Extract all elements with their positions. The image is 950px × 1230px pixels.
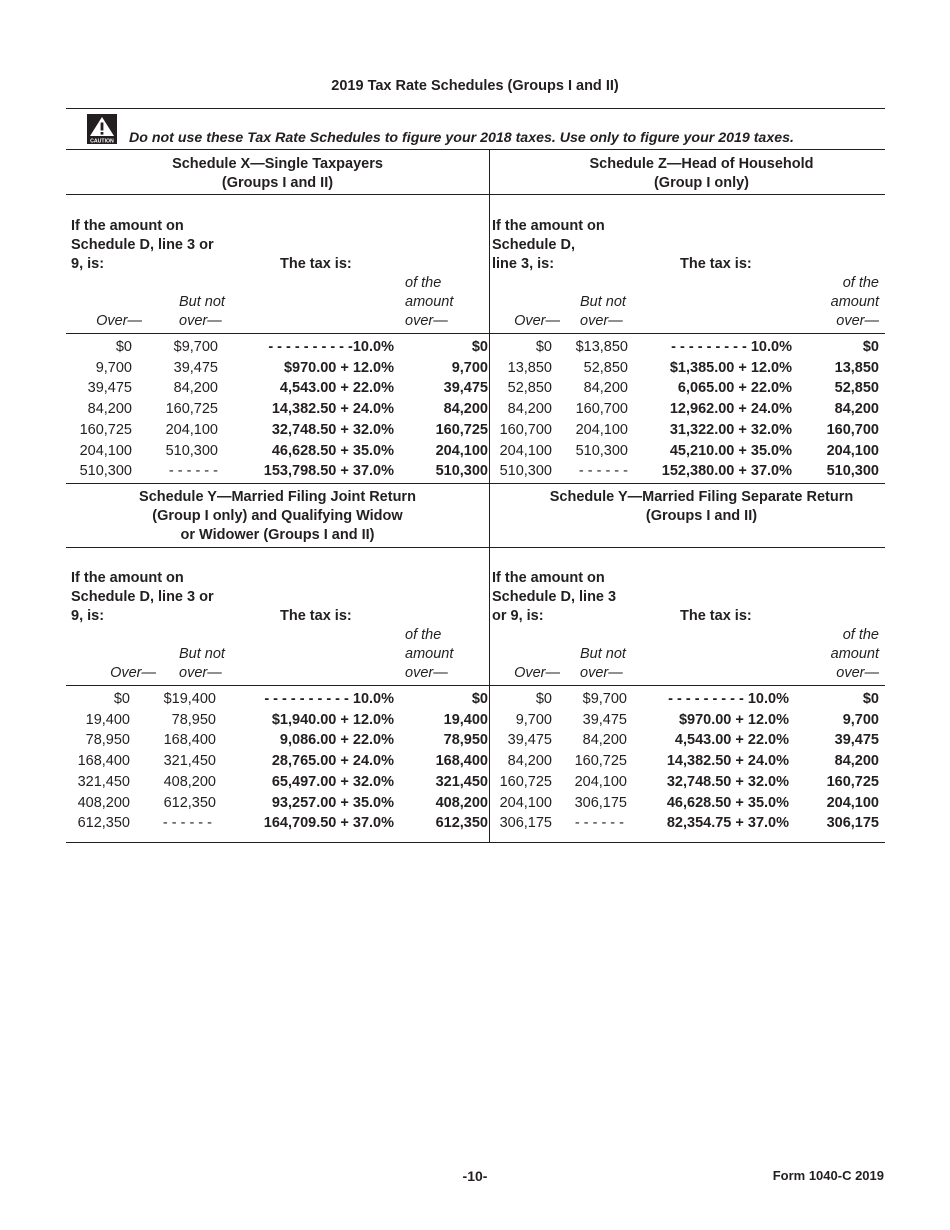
table-cell: 204,100 — [826, 794, 879, 811]
table-row — [66, 710, 885, 730]
table-cell: 39,475 — [582, 711, 627, 728]
table-cell: 14,382.50 + 24.0% — [666, 753, 789, 770]
table-row — [66, 420, 885, 440]
table-cell: 46,628.50 + 35.0% — [271, 442, 394, 459]
table-cell: $0 — [115, 339, 132, 355]
table-cell: 9,700 — [95, 359, 132, 376]
schedule-y-joint-title: Schedule Y—Married Filing Joint Return (Group I only) and Qualifying Widow or Widower (Groups I and II) — [139, 489, 416, 543]
table-row — [66, 461, 885, 481]
table-cell: 168,400 — [435, 753, 488, 770]
table-cell: 612,350 — [77, 815, 130, 832]
table-cell: 31,322.00 + 32.0% — [669, 421, 792, 438]
table-cell: - - - - - - - - - 10.0% — [671, 339, 792, 355]
col-but-not-label: But not over— — [580, 646, 626, 681]
table-cell: 12,962.00 + 24.0% — [669, 401, 792, 418]
table-cell: 168,400 — [163, 732, 216, 749]
table-cell: 160,725 — [165, 401, 218, 418]
table-cell: 13,850 — [507, 359, 552, 376]
table-row — [66, 441, 885, 461]
table-cell: $0 — [535, 691, 552, 707]
table-cell: 612,350 — [163, 794, 216, 811]
table-cell: 9,700 — [451, 359, 488, 376]
table-row — [66, 772, 885, 792]
table-cell: 306,175 — [574, 794, 627, 811]
table-cell: 84,200 — [173, 380, 218, 397]
table-cell: 160,725 — [499, 773, 552, 790]
table-cell: 321,450 — [163, 753, 216, 770]
table-cell: 204,100 — [79, 442, 132, 459]
col-over-label: Over— — [514, 313, 560, 329]
table-cell: 408,200 — [435, 794, 488, 811]
table-cell: $13,850 — [575, 339, 628, 355]
table-cell: 204,100 — [499, 794, 552, 811]
table-cell: $1,385.00 + 12.0% — [669, 359, 792, 376]
table-row — [66, 378, 885, 398]
table-cell: 160,700 — [575, 401, 628, 418]
table-cell: 84,200 — [834, 401, 879, 418]
tax-is-label: The tax is: — [280, 608, 352, 624]
table-cell: 39,475 — [834, 732, 879, 749]
table-row — [66, 689, 885, 709]
table-cell: 84,200 — [834, 753, 879, 770]
table-cell: 32,748.50 + 32.0% — [271, 421, 394, 438]
schedules-bottom — [66, 484, 885, 843]
table-cell: 510,300 — [79, 463, 132, 480]
table-cell: 321,450 — [77, 773, 130, 790]
table-cell: 9,700 — [842, 711, 879, 728]
tax-is-label: The tax is: — [680, 256, 752, 272]
table-cell: 52,850 — [834, 380, 879, 397]
tax-is-label: The tax is: — [680, 608, 752, 624]
schedule-z-intro: If the amount on Schedule D, line 3, is: — [492, 218, 605, 272]
table-cell: 46,628.50 + 35.0% — [666, 794, 789, 811]
table-cell: 9,086.00 + 22.0% — [279, 732, 394, 749]
table-cell: 160,725 — [574, 753, 627, 770]
table-cell: $9,700 — [582, 691, 627, 707]
table-cell: 28,765.00 + 24.0% — [271, 753, 394, 770]
table-row — [66, 399, 885, 419]
table-cell: 39,475 — [173, 359, 218, 376]
table-cell: 152,380.00 + 37.0% — [661, 463, 792, 480]
schedule-y-joint-intro: If the amount on Schedule D, line 3 or 9, is: — [71, 570, 214, 624]
form-name: Form 1040-C 2019 — [772, 1168, 884, 1183]
col-over-label: Over— — [96, 313, 142, 329]
table-cell: 19,400 — [443, 711, 488, 728]
col-of-amount-over-label: of the amount over— — [830, 275, 879, 329]
tax-is-label: The tax is: — [280, 256, 352, 272]
col-of-amount-over-label: of the amount over— — [405, 627, 454, 681]
col-over-label: Over— — [514, 665, 560, 681]
table-cell: 510,300 — [575, 442, 628, 459]
table-cell: 204,100 — [435, 442, 488, 459]
table-cell: 78,950 — [85, 732, 130, 749]
table-cell: 82,354.75 + 37.0% — [666, 815, 789, 832]
table-cell: 84,200 — [443, 401, 488, 418]
table-cell: $970.00 + 12.0% — [283, 359, 394, 376]
caution-banner — [66, 108, 885, 150]
table-cell: 52,850 — [583, 359, 628, 376]
table-cell: 408,200 — [163, 773, 216, 790]
table-cell: 510,300 — [826, 463, 879, 480]
table-cell: 306,175 — [826, 815, 879, 832]
table-cell: 52,850 — [507, 380, 552, 397]
table-cell: 32,748.50 + 32.0% — [666, 773, 789, 790]
table-cell: 39,475 — [87, 380, 132, 397]
table-cell: 164,709.50 + 37.0% — [263, 815, 394, 832]
table-cell: 14,382.50 + 24.0% — [271, 401, 394, 418]
table-cell: 93,257.00 + 35.0% — [271, 794, 394, 811]
col-but-not-label: But not over— — [179, 294, 225, 329]
table-cell: 204,100 — [499, 442, 552, 459]
table-cell: 84,200 — [507, 401, 552, 418]
table-cell: $1,940.00 + 12.0% — [271, 711, 394, 728]
table-row — [66, 793, 885, 813]
caution-icon — [87, 114, 117, 144]
table-cell: $0 — [862, 339, 879, 355]
table-cell: $0 — [862, 691, 879, 707]
schedule-y-separate-title: Schedule Y—Married Filing Separate Return (Groups I and II) — [549, 489, 854, 524]
table-cell: 13,850 — [834, 359, 879, 376]
table-cell: 6,065.00 + 22.0% — [677, 380, 792, 397]
table-cell: 160,725 — [79, 421, 132, 438]
caution-icon-label: CAUTION — [90, 138, 114, 144]
table-cell: 408,200 — [77, 794, 130, 811]
page-number: -10- — [462, 1168, 488, 1184]
table-cell: - - - - - - — [162, 815, 212, 832]
table-cell: 612,350 — [435, 815, 488, 832]
table-cell: 84,200 — [507, 753, 552, 770]
table-cell: $0 — [471, 691, 488, 707]
table-row — [66, 813, 885, 833]
table-cell: 45,210.00 + 35.0% — [669, 442, 792, 459]
table-cell: 204,100 — [574, 773, 627, 790]
table-cell: - - - - - - - - - - 10.0% — [264, 691, 394, 707]
table-cell: $0 — [535, 339, 552, 355]
table-cell: $0 — [113, 691, 130, 707]
table-row — [66, 358, 885, 378]
table-cell: 160,725 — [435, 421, 488, 438]
table-cell: 321,450 — [435, 773, 488, 790]
table-cell: 510,300 — [165, 442, 218, 459]
table-cell: 84,200 — [583, 380, 628, 397]
caution-text: Do not use these Tax Rate Schedules to figure your 2018 taxes. Use only to figure your 2019 taxes. — [129, 130, 794, 146]
table-cell: 19,400 — [85, 711, 130, 728]
table-cell: $0 — [471, 339, 488, 355]
schedule-z-title: Schedule Z—Head of Household (Group I only) — [589, 156, 814, 191]
table-row — [66, 730, 885, 750]
table-cell: - - - - - - — [578, 463, 628, 480]
table-row — [66, 337, 885, 357]
table-cell: 204,100 — [575, 421, 628, 438]
col-but-not-label: But not over— — [580, 294, 626, 329]
table-cell: 160,700 — [826, 421, 879, 438]
table-cell: 204,100 — [826, 442, 879, 459]
table-cell: 39,475 — [443, 380, 488, 397]
col-of-amount-over-label: of the amount over— — [830, 627, 879, 681]
table-cell: $970.00 + 12.0% — [678, 711, 789, 728]
table-cell: - - - - - - - - - -10.0% — [268, 339, 394, 355]
schedule-x-title: Schedule X—Single Taxpayers (Groups I and II) — [172, 156, 383, 191]
table-cell: - - - - - - — [574, 815, 624, 832]
table-row — [66, 751, 885, 771]
col-over-label: Over— — [110, 665, 156, 681]
table-cell: 4,543.00 + 22.0% — [279, 380, 394, 397]
table-cell: 4,543.00 + 22.0% — [674, 732, 789, 749]
table-cell: 168,400 — [77, 753, 130, 770]
table-cell: 84,200 — [87, 401, 132, 418]
col-of-amount-over-label: of the amount over— — [405, 275, 454, 329]
table-cell: $19,400 — [163, 691, 216, 707]
table-cell: 39,475 — [507, 732, 552, 749]
table-cell: 84,200 — [582, 732, 627, 749]
table-cell: $9,700 — [173, 339, 218, 355]
page-title: 2019 Tax Rate Schedules (Groups I and II) — [331, 78, 619, 94]
table-cell: 153,798.50 + 37.0% — [263, 463, 394, 480]
table-cell: 160,700 — [499, 421, 552, 438]
schedule-x-intro: If the amount on Schedule D, line 3 or 9, is: — [71, 218, 214, 272]
table-cell: - - - - - - — [168, 463, 218, 480]
table-cell: 78,950 — [443, 732, 488, 749]
schedule-y-separate-intro: If the amount on Schedule D, line 3 or 9, is: — [492, 570, 617, 624]
table-cell: 65,497.00 + 32.0% — [271, 773, 394, 790]
table-cell: 9,700 — [515, 711, 552, 728]
table-cell: 510,300 — [435, 463, 488, 480]
table-cell: 204,100 — [165, 421, 218, 438]
table-cell: 510,300 — [499, 463, 552, 480]
schedules-top — [66, 150, 885, 484]
table-cell: - - - - - - - - - 10.0% — [668, 691, 789, 707]
table-cell: 78,950 — [171, 711, 216, 728]
table-cell: 306,175 — [499, 815, 552, 832]
col-but-not-label: But not over— — [179, 646, 225, 681]
table-cell: 160,725 — [826, 773, 879, 790]
